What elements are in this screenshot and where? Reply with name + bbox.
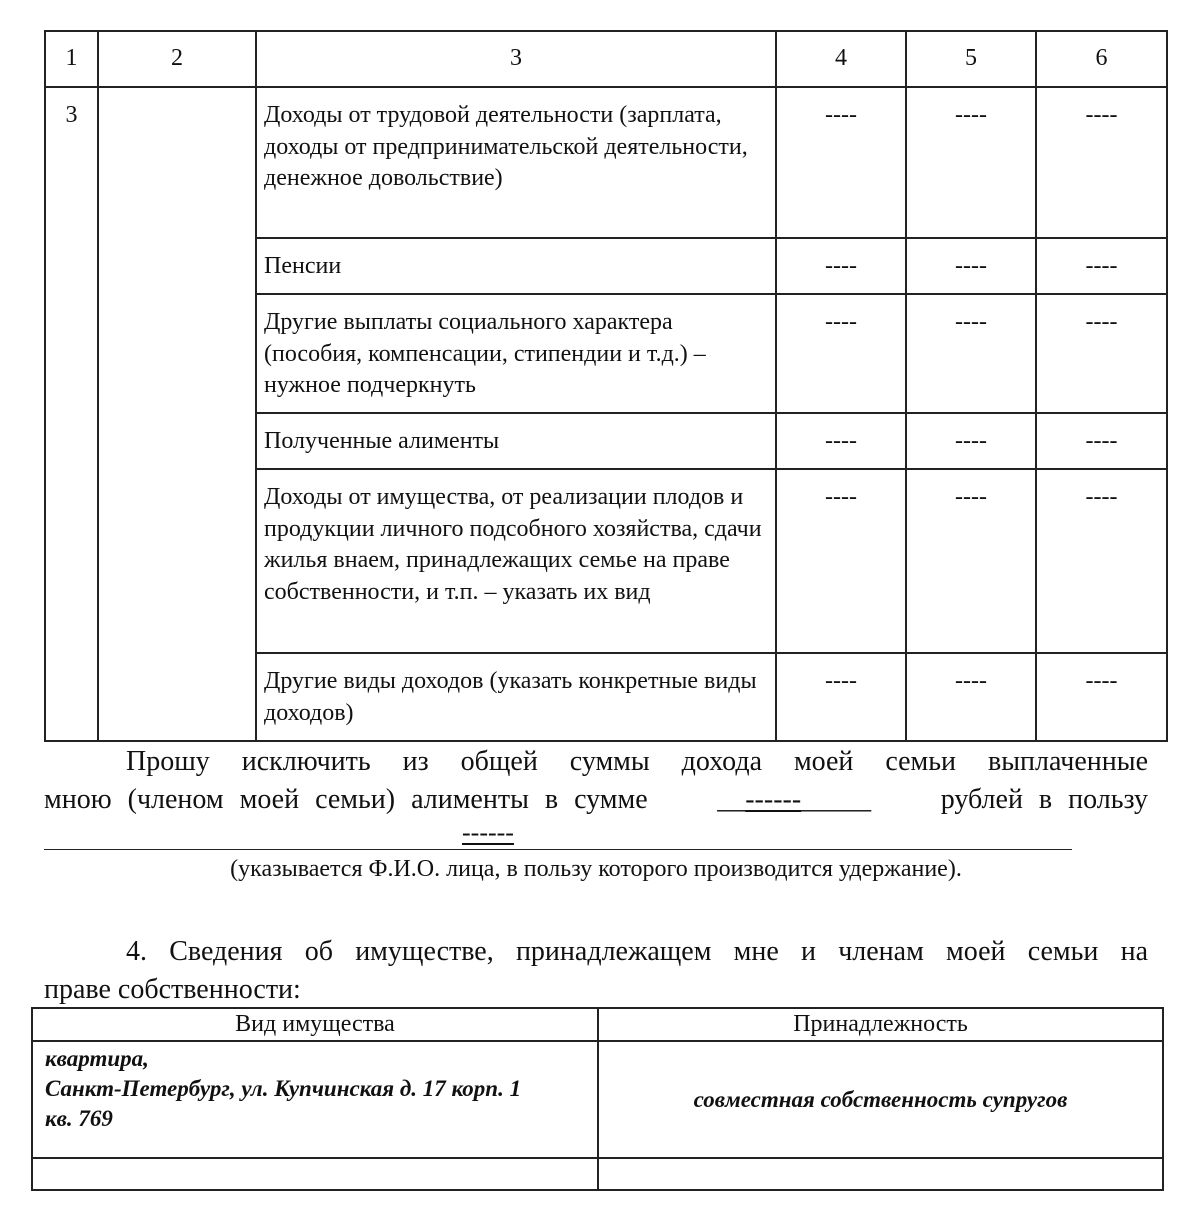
value-cell: ---- (1036, 238, 1167, 294)
income-table (44, 30, 1168, 742)
property-heading-cont: праве собственности: (44, 974, 301, 1005)
column-header: 1 (45, 31, 98, 87)
value-cell: ---- (776, 294, 906, 413)
income-label: Доходы от имущества, от реализации плодов и продукции личного подсобного хозяйства, сдачи жилья внаем, принадлежащих семье на праве собственности, и т.п. – указать их вид (256, 469, 776, 653)
value-cell: ---- (776, 87, 906, 238)
value-cell: ---- (1036, 294, 1167, 413)
column-header: Вид имущества (32, 1008, 598, 1041)
value-cell: ---- (906, 413, 1036, 469)
value-cell: ---- (906, 469, 1036, 653)
income-label: Пенсии (256, 238, 776, 294)
alimony-amount: ------ (745, 784, 802, 815)
property-heading: 4. Сведения об имуществе, принадлежащем мне и членам моей семьи на (126, 936, 1148, 967)
row-number: 3 (45, 87, 98, 741)
property-type (32, 1041, 598, 1158)
empty-cell (32, 1158, 598, 1190)
property-type-line: Санкт-Петербург, ул. Купчинская д. 17 корп. 1 (45, 1076, 522, 1101)
property-table (31, 1007, 1164, 1191)
table-header-row (45, 31, 1167, 87)
column-header: 2 (98, 31, 256, 87)
property-owner: совместная собственность супругов (598, 1041, 1163, 1158)
alimony-text: рублей в пользу (940, 784, 1148, 815)
value-cell: ---- (1036, 469, 1167, 653)
recipient-caption: (указывается Ф.И.О. лица, в пользу которого производится удержание). (230, 856, 962, 882)
income-label: Полученные алименты (256, 413, 776, 469)
value-cell: ---- (906, 294, 1036, 413)
value-cell: ---- (1036, 413, 1167, 469)
recipient-value: ------ (462, 818, 514, 847)
value-cell: ---- (906, 238, 1036, 294)
alimony-text: мною (членом моей семьи) алименты в сумме (44, 784, 648, 815)
income-label: Доходы от трудовой деятельности (зарплата, доходы от предпринимательской деятельности, денежное довольствие) (256, 87, 776, 238)
column-header: 5 (906, 31, 1036, 87)
value-cell: ---- (1036, 653, 1167, 741)
value-cell: ---- (906, 87, 1036, 238)
value-cell: ---- (906, 653, 1036, 741)
table-row (32, 1041, 1163, 1158)
recipient-line (44, 849, 1072, 850)
value-cell: ---- (776, 653, 906, 741)
value-cell: ---- (776, 413, 906, 469)
alimony-text-line2 (44, 781, 1148, 819)
alimony-amount-field: __------_____ (717, 784, 872, 815)
table-header-row (32, 1008, 1163, 1041)
income-label: Другие виды доходов (указать конкретные виды доходов) (256, 653, 776, 741)
column-header: 3 (256, 31, 776, 87)
empty-cell (598, 1158, 1163, 1190)
value-cell: ---- (776, 469, 906, 653)
column-header: 6 (1036, 31, 1167, 87)
table-row (45, 87, 1167, 238)
property-type-line: квартира, (45, 1046, 149, 1071)
empty-cell (98, 87, 256, 741)
property-type-line: кв. 769 (45, 1106, 113, 1131)
column-header: 4 (776, 31, 906, 87)
table-row (32, 1158, 1163, 1190)
value-cell: ---- (1036, 87, 1167, 238)
value-cell: ---- (776, 238, 906, 294)
alimony-text-line1: Прошу исключить из общей суммы дохода моей семьи выплаченные (126, 746, 1148, 777)
column-header: Принадлежность (598, 1008, 1163, 1041)
income-label: Другие выплаты социального характера (пособия, компенсации, стипендии и т.д.) – нужное подчеркнуть (256, 294, 776, 413)
